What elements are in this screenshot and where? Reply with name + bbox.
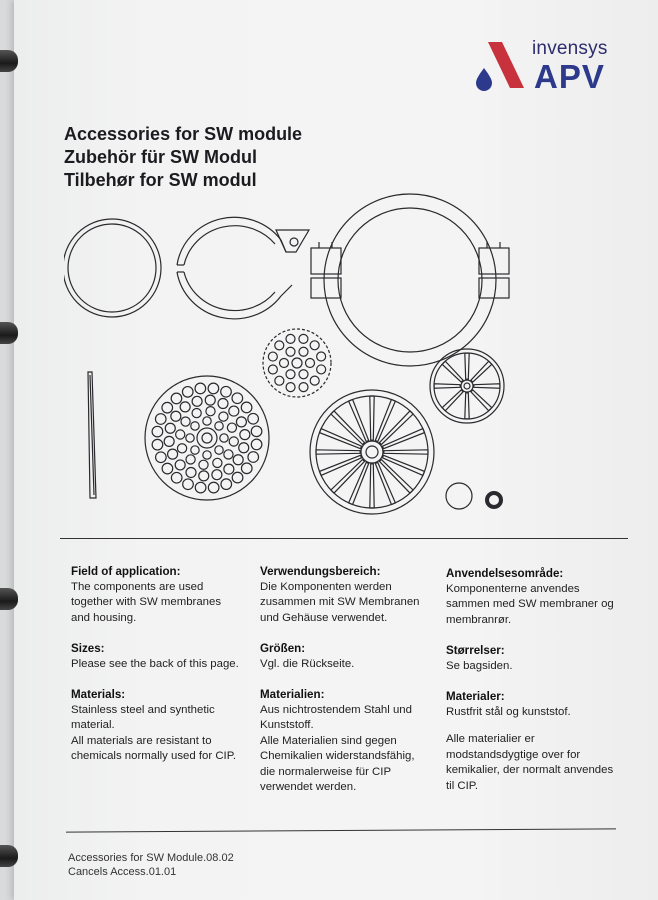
section-line: zusammen mit SW Membranen — [260, 596, 420, 608]
section-line: membranrør. — [446, 613, 512, 626]
section-line: und Gehäuse verwendet. — [260, 611, 388, 624]
small-perforated-plate-drawing — [263, 329, 331, 397]
seal-disc-drawing — [446, 483, 472, 509]
text-section — [446, 566, 646, 628]
column-english — [71, 564, 256, 780]
column-danish — [446, 566, 646, 809]
section-line: Alle materialier er — [446, 733, 535, 745]
footer-cancels: Cancels Access.01.01 — [68, 866, 177, 878]
section-heading: Verwendungsbereich: — [260, 565, 381, 578]
section-line: verwendet werden. — [260, 781, 357, 793]
large-perforated-plate-drawing — [145, 376, 269, 500]
section-heading: Materialien: — [260, 688, 325, 701]
text-section — [446, 643, 646, 674]
section-line: Stainless steel and synthetic — [71, 703, 215, 716]
section-heading: Materialer: — [446, 690, 505, 703]
section-line — [446, 720, 646, 732]
spacer-side-view-drawing — [88, 372, 96, 498]
text-section — [446, 689, 646, 794]
title-german: Zubehör für SW Modul — [64, 147, 257, 167]
section-line: til CIP. — [446, 779, 479, 792]
section-heading: Størrelser: — [446, 644, 505, 657]
binder-ring — [0, 322, 18, 344]
section-heading: Field of application: — [71, 565, 181, 578]
text-section — [71, 687, 256, 765]
logo-icon — [474, 38, 534, 93]
section-line: material. — [71, 719, 115, 731]
column-german — [260, 564, 445, 811]
footer-document-code: Accessories for SW Module.08.02 — [68, 852, 234, 864]
section-line: Please see the back of this page. — [71, 657, 239, 670]
section-line: kemikalier, der normalt anvendes — [446, 764, 614, 776]
section-line: Alle Materialien sind gegen — [260, 734, 397, 747]
accessories-drawing — [64, 190, 624, 525]
binder-ring — [0, 50, 18, 72]
brand-company: invensys — [532, 38, 608, 59]
section-line: Aus nichtrostendem Stahl und — [260, 703, 412, 716]
text-section — [260, 641, 445, 672]
title-english: Accessories for SW module — [64, 124, 303, 144]
section-line: Chemikalien widerstandsfähig, — [260, 750, 415, 762]
large-clamp-drawing — [311, 194, 509, 366]
gasket-ring-drawing — [64, 219, 161, 317]
small-clamp-drawing — [177, 217, 309, 319]
brand-product: APV — [534, 58, 605, 95]
footer-divider — [66, 828, 616, 832]
text-section — [71, 641, 256, 672]
section-heading: Größen: — [260, 642, 306, 655]
section-heading: Sizes: — [71, 642, 105, 655]
seal-ring-drawing — [487, 493, 501, 507]
section-line: chemicals normally used for CIP. — [71, 750, 237, 762]
section-line: Die Komponenten werden — [260, 580, 392, 593]
text-section — [260, 687, 445, 796]
binder-ring — [0, 845, 18, 867]
section-heading: Materials: — [71, 688, 126, 701]
section-line: Se bagsiden. — [446, 659, 513, 672]
document-page — [14, 0, 658, 900]
text-section — [260, 564, 445, 626]
section-line: die normalerweise für CIP — [260, 765, 392, 778]
section-line: Komponenterne anvendes — [446, 582, 580, 595]
section-heading: Anvendelsesområde: — [446, 567, 564, 580]
section-line: and housing. — [71, 611, 137, 624]
section-line: The components are used — [71, 580, 204, 593]
title-danish: Tilbehør for SW modul — [64, 170, 257, 190]
section-line: together with SW membranes — [71, 596, 222, 608]
section-line: sammen med SW membraner og — [446, 598, 614, 610]
section-line: Rustfrit stål og kunststof. — [446, 705, 571, 718]
section-line: modstandsdygtige over for — [446, 748, 581, 761]
section-line: All materials are resistant to — [71, 734, 212, 747]
section-divider — [60, 538, 628, 539]
section-line: Vgl. die Rückseite. — [260, 657, 355, 670]
text-section — [71, 564, 256, 626]
section-line: Kunststoff. — [260, 719, 314, 731]
large-spoke-wheel-drawing — [310, 390, 434, 514]
binder-ring — [0, 588, 18, 610]
small-spoke-wheel-drawing — [430, 349, 504, 423]
